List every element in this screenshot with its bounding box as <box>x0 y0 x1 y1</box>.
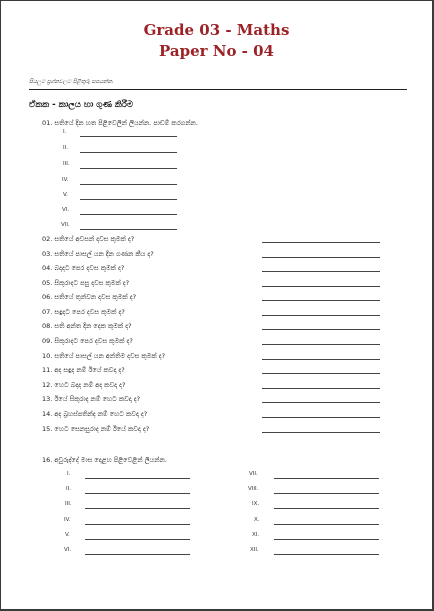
roman-numeral: VI. <box>64 547 72 553</box>
answer-line[interactable] <box>274 493 379 494</box>
roman-numeral: VII. <box>61 222 70 228</box>
answer-line[interactable] <box>274 554 379 555</box>
roman-numeral: III. <box>63 161 70 167</box>
question-15: 15. හෙට සෙනසුරාද නම් ඊයේ කවදා ද? <box>42 425 150 433</box>
question-07: 07. සඳුදට පෙර දවස කුමක් ද? <box>42 308 125 316</box>
answer-line[interactable] <box>262 300 380 301</box>
question-09: 09. සිකුරාදට පෙර දවස කුමක් ද? <box>42 337 133 345</box>
answer-line[interactable] <box>85 539 190 540</box>
answer-line[interactable] <box>80 136 177 137</box>
answer-line[interactable] <box>274 539 379 540</box>
roman-numeral: III. <box>65 501 72 507</box>
answer-line[interactable] <box>85 493 190 494</box>
question-01 <box>42 119 198 128</box>
question-number: 01. <box>42 119 53 127</box>
question-02: 02. සතියේ අවසන් දවස කුමක් ද? <box>42 235 135 243</box>
answer-line[interactable] <box>80 199 177 200</box>
roman-numeral: II. <box>66 486 71 492</box>
answer-line[interactable] <box>80 214 177 215</box>
answer-line[interactable] <box>274 524 379 525</box>
answer-line[interactable] <box>80 229 177 230</box>
answer-line[interactable] <box>262 329 380 330</box>
question-08: 08. සති අන්ත දින දෙක කුමක් ද? <box>42 322 132 330</box>
answer-line[interactable] <box>262 271 380 272</box>
answer-line[interactable] <box>262 432 380 433</box>
question-10: 10. සතියේ පාසල් යන අන්තිම දවස කුමක් ද? <box>42 352 166 360</box>
question-13: 13. ඊයේ සිකුරාද නම් හෙට කවදා ද? <box>42 395 141 403</box>
roman-numeral: I. <box>63 129 67 135</box>
question-05: 05. සිකුරාදට පසු දවස කුමක් ද? <box>42 279 130 287</box>
answer-line[interactable] <box>274 478 379 479</box>
question-16 <box>42 456 167 465</box>
question-03: 03. සතියේ පාසල් යන දින ගණන කීය ද? <box>42 250 154 258</box>
roman-numeral: V. <box>65 532 70 538</box>
question-11: 11. අද සඳුද නම් ඊයේ කවදා ද? <box>42 366 125 374</box>
answer-line[interactable] <box>80 152 177 153</box>
answer-line[interactable] <box>262 286 380 287</box>
roman-numeral: IX. <box>252 501 260 507</box>
instruction-text: සියලුම ප්‍රශ්නවලට පිළිතුරු සපයන්න. <box>29 79 114 85</box>
roman-numeral: VII. <box>249 471 258 477</box>
question-04: 04. බදාදට පෙර දවස කුමක් ද? <box>42 264 125 272</box>
roman-numeral: VIII. <box>248 486 259 492</box>
roman-numeral: V. <box>63 192 68 198</box>
roman-numeral: IV. <box>62 177 69 183</box>
answer-line[interactable] <box>262 402 380 403</box>
worksheet-page <box>1 1 432 609</box>
answer-line[interactable] <box>262 242 380 243</box>
header-divider <box>29 89 407 90</box>
roman-numeral: VI. <box>62 207 70 213</box>
roman-numeral: XII. <box>250 547 259 553</box>
answer-line[interactable] <box>262 344 380 345</box>
question-text: සතියේ දින හත පිළිවෙලින් ලියන්න. පාඩම් කරගන්න. <box>54 119 198 127</box>
answer-line[interactable] <box>262 373 380 374</box>
answer-line[interactable] <box>85 508 190 509</box>
roman-numeral: X. <box>254 517 260 523</box>
question-number: 16. <box>42 456 53 464</box>
question-14: 14. අද බ්‍රහස්පතින්ද නම් හෙට කවදා ද? <box>42 410 148 418</box>
roman-numeral: XI. <box>252 532 260 538</box>
roman-numeral: II. <box>63 145 68 151</box>
answer-line[interactable] <box>262 417 380 418</box>
answer-line[interactable] <box>80 168 177 169</box>
roman-numeral: I. <box>67 471 71 477</box>
answer-line[interactable] <box>274 508 379 509</box>
answer-line[interactable] <box>262 257 380 258</box>
answer-line[interactable] <box>262 315 380 316</box>
paper-number: Paper No - 04 <box>158 42 274 60</box>
answer-line[interactable] <box>262 388 380 389</box>
answer-line[interactable] <box>85 524 190 525</box>
answer-line[interactable] <box>85 478 190 479</box>
unit-heading: ඒකක - කාලය හා ගුණ කිරීම <box>29 100 134 110</box>
answer-line[interactable] <box>80 184 177 185</box>
answer-line[interactable] <box>85 554 190 555</box>
question-text: අවුරුද්දේ මාස දොළහ පිළිවෙළින් ලියන්න. <box>54 456 167 464</box>
question-12: 12. හෙට බදාද නම් අද කවදා ද? <box>42 381 126 389</box>
answer-line[interactable] <box>262 359 380 360</box>
grade-title: Grade 03 - Maths <box>143 21 290 39</box>
roman-numeral: IV. <box>64 517 71 523</box>
question-06: 06. සතියේ තුන්වන දවස කුමක් ද? <box>42 293 137 301</box>
